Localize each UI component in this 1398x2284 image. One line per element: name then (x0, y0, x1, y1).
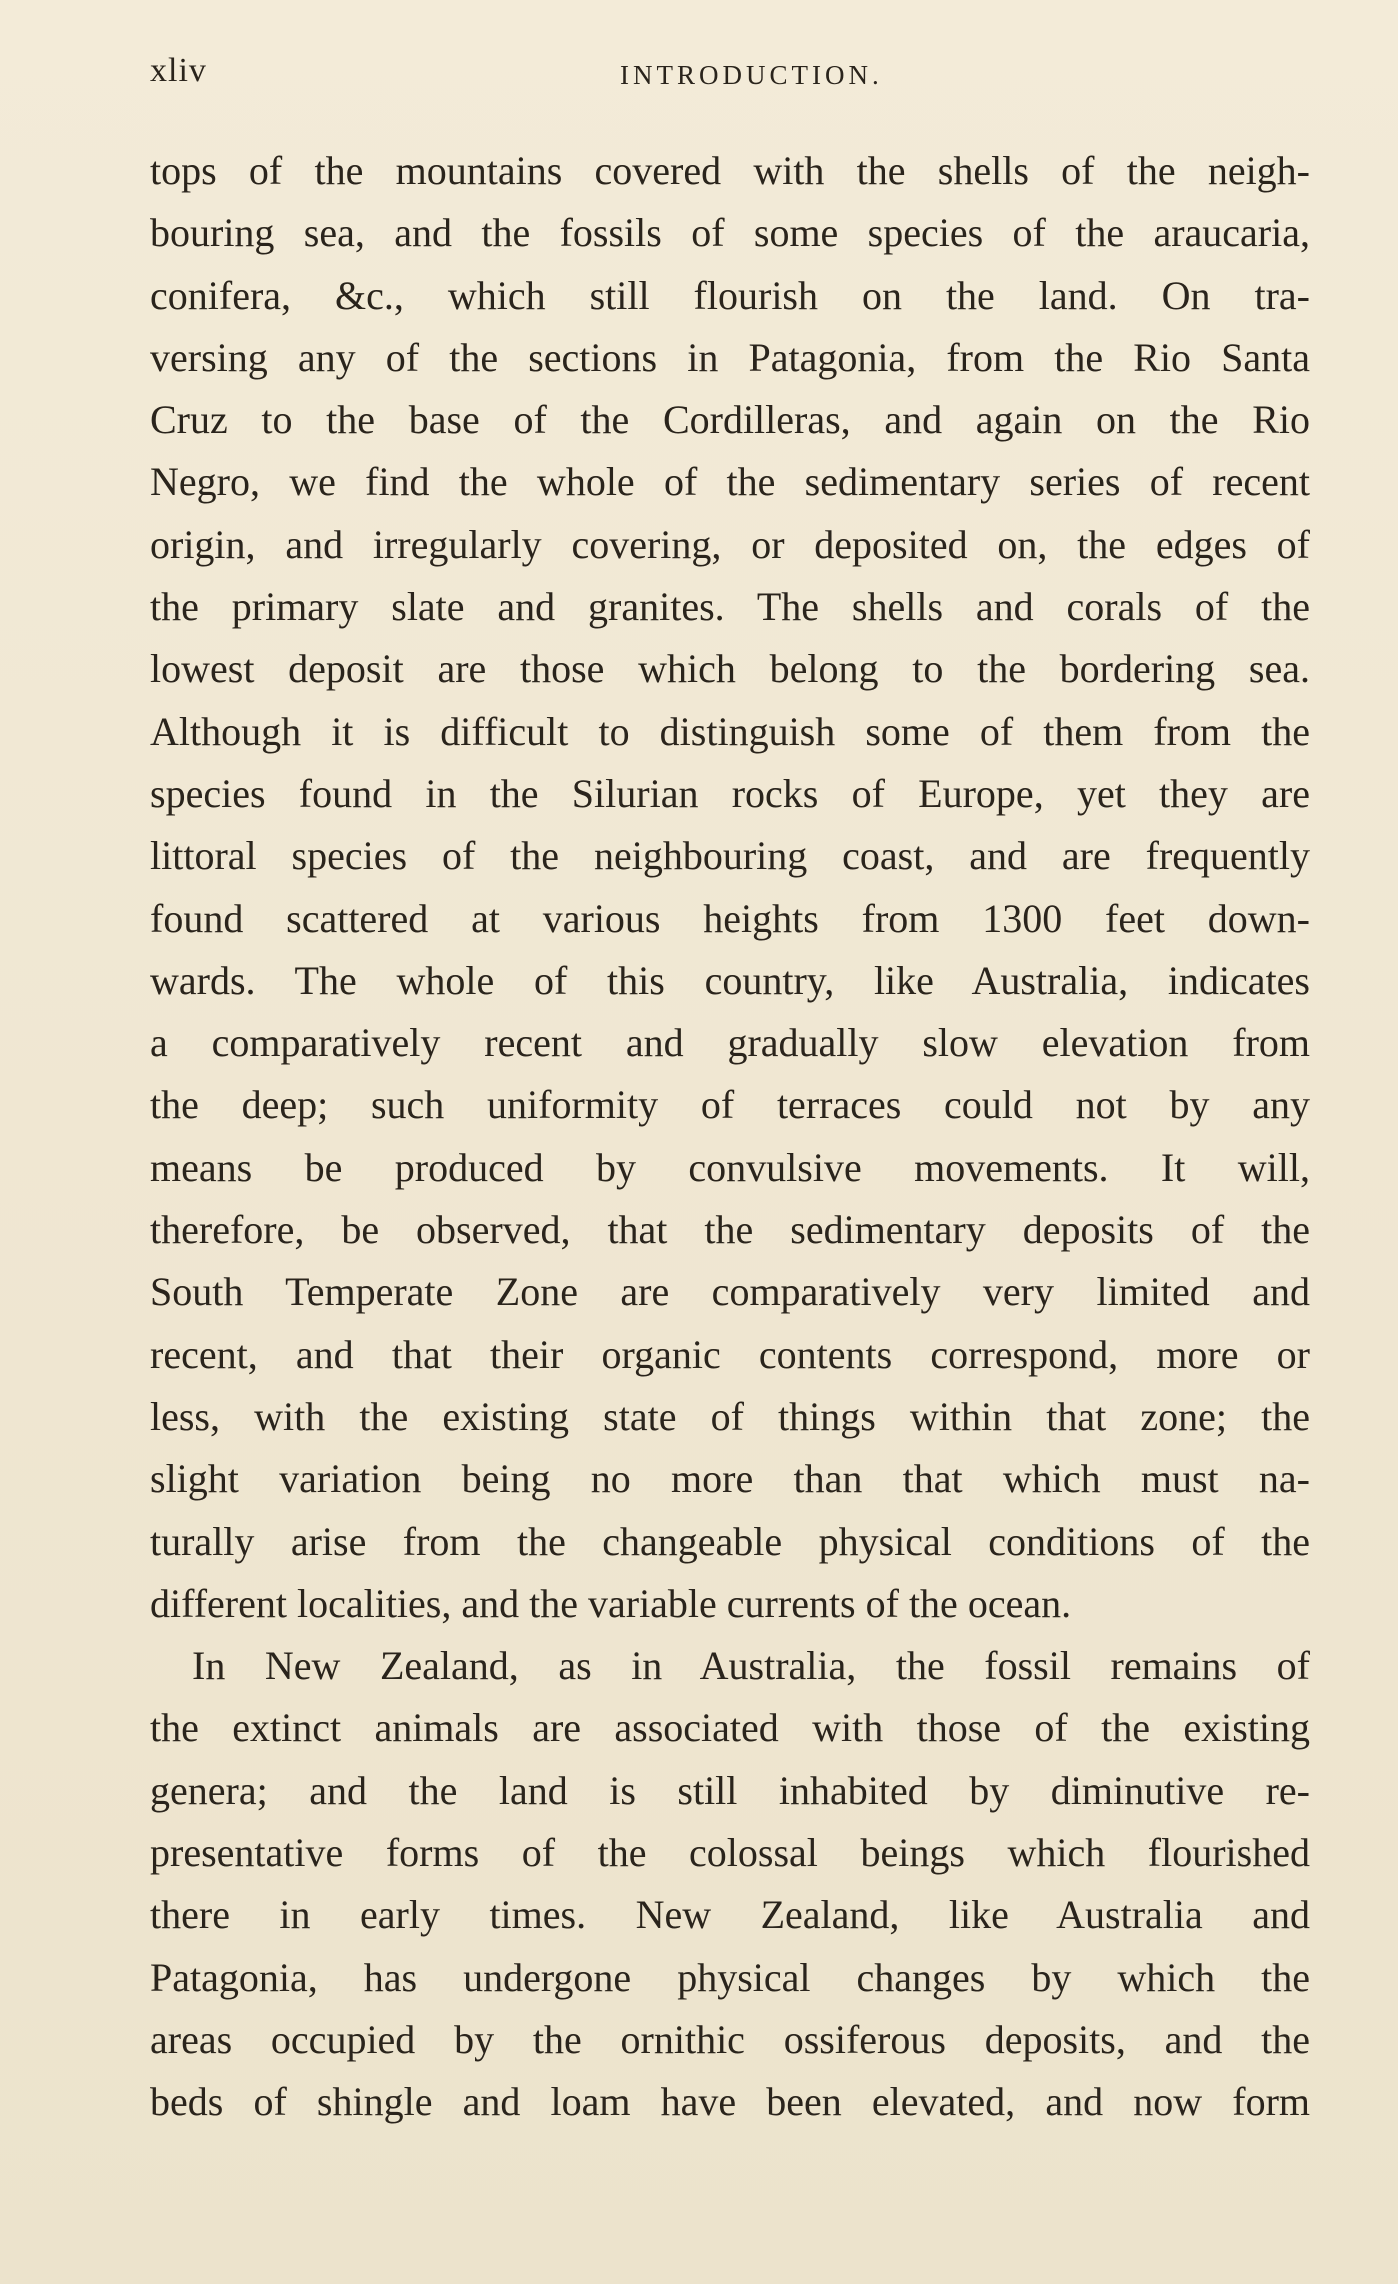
running-head-title: INTRODUCTION. (620, 60, 883, 90)
text-line: bouring sea, and the fossils of some species of the araucaria, (150, 210, 1310, 256)
text-line: Negro, we find the whole of the sedimentary series of recent (150, 459, 1310, 505)
text-line: species found in the Silurian rocks of Europe, yet they are (150, 770, 1310, 816)
text-line: littoral species of the neighbouring coast, and are frequently (150, 833, 1310, 879)
text-line: genera; and the land is still inhabited by diminutive re- (150, 1767, 1310, 1813)
text-line: therefore, be observed, that the sedimentary deposits of the (150, 1207, 1310, 1253)
text-line: presentative forms of the colossal beings which flourished (150, 1830, 1310, 1876)
running-head (150, 52, 1300, 102)
text-line: In New Zealand, as in Australia, the fossil remains of (192, 1643, 1310, 1689)
text-line: slight variation being no more than that which must na- (150, 1456, 1310, 1502)
text-line: tops of the mountains covered with the shells of the neigh- (150, 148, 1310, 193)
text-line: wards. The whole of this country, like Australia, indicates (150, 957, 1310, 1003)
text-line: there in early times. New Zealand, like Australia and (150, 1892, 1310, 1938)
text-line: different localities, and the variable currents of the ocean. (150, 1580, 1072, 1626)
text-line: origin, and irregularly covering, or deposited on, the edges of (150, 521, 1310, 567)
page-number: xliv (150, 52, 207, 89)
text-line: Patagonia, has undergone physical changes by which the (150, 1954, 1310, 2000)
text-line: conifera, &c., which still flourish on the land. On tra- (150, 272, 1310, 318)
text-line: the extinct animals are associated with those of the existing (150, 1705, 1310, 1751)
text-line: found scattered at various heights from 1300 feet down- (150, 895, 1310, 941)
text-line: less, with the existing state of things within that zone; the (150, 1393, 1310, 1439)
text-line: turally arise from the changeable physical conditions of the (150, 1518, 1310, 1564)
text-line: a comparatively recent and gradually slow elevation from (150, 1020, 1310, 1066)
text-line: beds of shingle and loam have been elevated, and now form (150, 2079, 1310, 2125)
text-line: means be produced by convulsive movements. It will, (150, 1144, 1310, 1190)
text-line: versing any of the sections in Patagonia, from the Rio Santa (150, 334, 1310, 380)
text-line: Although it is difficult to distinguish some of them from the (150, 708, 1310, 754)
text-line: Cruz to the base of the Cordilleras, and again on the Rio (150, 397, 1310, 443)
text-line: the deep; such uniformity of terraces could not by any (150, 1082, 1310, 1128)
text-line: lowest deposit are those which belong to the bordering sea. (150, 646, 1310, 692)
text-line: South Temperate Zone are comparatively very limited and (150, 1269, 1310, 1315)
text-line: recent, and that their organic contents correspond, more or (150, 1331, 1310, 1377)
text-line: the primary slate and granites. The shells and corals of the (150, 584, 1310, 630)
text-line: areas occupied by the ornithic ossiferous deposits, and the (150, 2016, 1310, 2062)
body-text (150, 140, 1310, 2134)
